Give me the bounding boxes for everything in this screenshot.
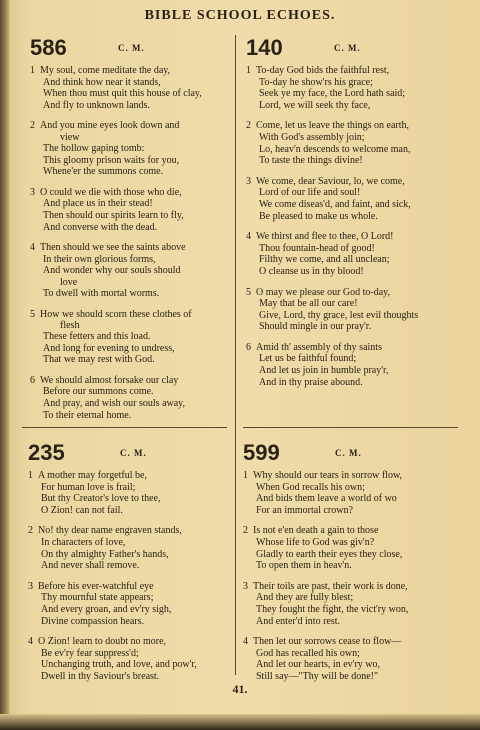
verse-line: Lo, heav'n descends to welcome man,: [259, 143, 411, 155]
stanza-number: 6: [246, 341, 251, 353]
verse-line: view: [60, 131, 80, 143]
verse-line: On thy almighty Father's hands,: [41, 548, 169, 560]
stanza-number: 6: [30, 374, 35, 386]
verse-line: And let our hearts, in ev'ry wo,: [256, 659, 380, 671]
verse-line: And you mine eyes look down and: [40, 120, 180, 132]
stanza-number: 5: [246, 286, 251, 298]
verse-line: And long for evening to undress,: [43, 342, 175, 354]
verse-line: Thy mournful state appears;: [41, 592, 154, 604]
stanza-number: 5: [30, 308, 35, 320]
verse-line: O Zion! can not fail.: [41, 504, 123, 516]
verse-line: We thirst and flee to thee, O Lord!: [256, 231, 394, 243]
verse-line: Give, Lord, thy grace, lest evil thoughts: [259, 309, 419, 321]
verse-line: Unchanging truth, and love, and pow'r,: [41, 659, 197, 671]
stanza: [246, 176, 458, 222]
verse-line: To-day God bids the faithful rest,: [256, 65, 390, 76]
stanza: [243, 525, 458, 571]
verse-line: Whose life to God was giv'n?: [256, 536, 375, 548]
hymn-number: 235: [28, 440, 65, 465]
verse-line: Dwell in thy Saviour's breast.: [41, 670, 160, 682]
verse-line: And pray, and wish our souls away,: [43, 398, 186, 410]
stanza: [246, 342, 458, 388]
verse-line: And converse with the dead.: [43, 221, 158, 233]
verse-line: Seek ye my face, the Lord hath said;: [259, 88, 406, 100]
verse-line: To-day he show'rs his grace;: [259, 76, 373, 88]
hymn-number: 599: [243, 440, 280, 465]
stanza: [28, 470, 230, 516]
stanza: [28, 525, 230, 571]
verse-line: To their eternal home.: [43, 409, 132, 421]
verse-line: And in thy praise abound.: [259, 376, 363, 388]
verse-line: May that be all our care!: [259, 298, 358, 310]
verse-line: And let us join in humble pray'r,: [259, 365, 389, 377]
stanza-number: 1: [246, 65, 251, 76]
verse-line: Before our summons come.: [43, 386, 154, 398]
verse-line: My soul, come meditate the day,: [40, 65, 171, 76]
hymn-meter: C. M.: [118, 43, 145, 53]
verse-line: And fly to unknown lands.: [43, 99, 150, 111]
verse-line: We come diseas'd, and faint, and sick,: [259, 198, 411, 210]
verse-line: Be ev'ry fear suppress'd;: [41, 647, 139, 659]
verse-line: The hollow gaping tomb:: [43, 142, 145, 154]
stanza: [243, 581, 458, 627]
verse-line: Amid th' assembly of thy saints: [256, 341, 382, 353]
verse-line: Let us be faithful found;: [259, 353, 357, 365]
verse-line: Thou fountain-head of good!: [259, 242, 375, 254]
stanza: [30, 65, 230, 111]
book-spine: [0, 0, 10, 730]
verse-line: Whene'er the summons come.: [43, 166, 164, 178]
stanza: [30, 242, 230, 299]
verse-line: Then should our spirits learn to fly,: [43, 209, 184, 221]
stanza: [30, 120, 230, 177]
verse-line: In their own glorious forms,: [43, 253, 156, 265]
verse-line: Then should we see the saints above: [40, 242, 186, 254]
stanza: [243, 636, 458, 682]
verse-line: In characters of love,: [41, 536, 126, 548]
stanza-number: 1: [243, 470, 248, 481]
stanza: [30, 309, 230, 366]
verse-line: That we may rest with God.: [43, 354, 155, 366]
hymn-586: [30, 35, 230, 430]
verse-line: For human love is frail;: [41, 481, 136, 493]
verse-line: Before his ever-watchful eye: [38, 580, 154, 592]
stanza: [30, 187, 230, 233]
verse-line: God has recalled his own;: [256, 647, 360, 659]
stanza-number: 4: [28, 636, 33, 648]
verse-line: Filthy we come, and all unclean;: [259, 254, 390, 266]
hymn-divider-right: [243, 427, 458, 428]
verse-line: When God recalls his own;: [256, 481, 365, 493]
stanza: [246, 231, 458, 277]
verse-line: We come, dear Saviour, lo, we come,: [256, 175, 405, 187]
stanza-number: 2: [243, 525, 248, 537]
verse-line: Their toils are past, their work is done,: [253, 580, 408, 592]
verse-line: Lord of our life and soul!: [259, 187, 361, 199]
verse-line: love: [60, 276, 78, 288]
verse-line: And they are fully blest;: [256, 592, 354, 604]
verse-line: When thou must quit this house of clay,: [43, 88, 202, 100]
verse-line: Be pleased to make us whole.: [259, 210, 378, 222]
verse-line: With God's assembly join;: [259, 131, 365, 143]
hymn-meter: C. M.: [120, 448, 147, 458]
verse-line: And place us in their stead!: [43, 198, 153, 210]
verse-line: A mother may forgetful be,: [38, 470, 147, 481]
verse-line: These fetters and this load.: [43, 331, 151, 343]
verse-line: flesh: [60, 320, 80, 332]
stanza: [243, 470, 458, 516]
verse-line: To open them in heav'n.: [256, 560, 352, 572]
verse-line: O may we please our God to-day,: [256, 286, 391, 298]
stanza-number: 4: [246, 231, 251, 243]
page-bottom-edge: [0, 714, 480, 730]
verse-line: And never shall remove.: [41, 560, 140, 572]
stanza-number: 3: [30, 186, 35, 198]
verse-line: O cleanse us in thy blood!: [259, 265, 364, 277]
verse-line: Is not e'en death a gain to those: [253, 525, 379, 537]
hymn-number: 586: [30, 35, 67, 60]
verse-line: O Zion! learn to doubt no more,: [38, 636, 167, 648]
stanza: [30, 375, 230, 421]
hymn-140: [246, 35, 458, 397]
verse-line: O could we die with those who die,: [40, 186, 182, 198]
verse-line: To taste the things divine!: [259, 155, 363, 167]
hymn-number: 140: [246, 35, 283, 60]
stanza-number: 2: [246, 120, 251, 132]
hymn-599: [243, 440, 458, 692]
stanza-number: 1: [30, 65, 35, 76]
verse-line: Lord, we will seek thy face,: [259, 99, 371, 111]
verse-line: No! thy dear name engraven stands,: [38, 525, 182, 537]
stanza-number: 3: [243, 580, 248, 592]
verse-line: How we should scorn these clothes of: [40, 308, 192, 320]
verse-line: And enter'd into rest.: [256, 615, 341, 627]
hymn-meter: C. M.: [335, 448, 362, 458]
stanza: [28, 581, 230, 627]
verse-line: And bids them leave a world of wo: [256, 493, 397, 505]
verse-line: Still say—"Thy will be done!": [256, 670, 379, 682]
stanza: [246, 65, 458, 111]
stanza-number: 3: [28, 580, 33, 592]
column-divider: [235, 35, 236, 675]
stanza: [246, 120, 458, 166]
verse-line: Gladly to earth their eyes they close,: [256, 548, 403, 560]
hymn-235: [28, 440, 230, 692]
running-head: BIBLE SCHOOL ECHOES.: [144, 8, 336, 23]
verse-line: Why should our tears in sorrow flow,: [253, 470, 403, 481]
stanza-number: 4: [243, 636, 248, 648]
verse-line: For an immortal crown?: [256, 504, 353, 516]
verse-line: And wonder why our souls should: [43, 265, 181, 277]
hymn-meter: C. M.: [334, 43, 361, 53]
verse-line: We should almost forsake our clay: [40, 374, 179, 386]
stanza-number: 3: [246, 175, 251, 187]
stanza: [246, 287, 458, 333]
verse-line: Then let our sorrows cease to flow—: [253, 636, 402, 648]
stanza-number: 2: [30, 120, 35, 132]
stanza-number: 2: [28, 525, 33, 537]
page-number: 41.: [232, 682, 248, 696]
verse-line: And think how near it stands,: [43, 76, 161, 88]
verse-line: Should mingle in our pray'r.: [259, 321, 372, 333]
verse-line: They fought the fight, the vict'ry won,: [256, 603, 409, 615]
verse-line: To dwell with mortal worms.: [43, 287, 160, 299]
stanza: [28, 636, 230, 682]
verse-line: This gloomy prison waits for you,: [43, 154, 180, 166]
verse-line: Come, let us leave the things on earth,: [256, 120, 410, 132]
stanza-number: 4: [30, 242, 35, 254]
verse-line: Divine compassion hears.: [41, 615, 145, 627]
verse-line: And every groan, and ev'ry sigh,: [41, 603, 172, 615]
stanza-number: 1: [28, 470, 33, 481]
verse-line: But thy Creator's love to thee,: [41, 493, 161, 505]
